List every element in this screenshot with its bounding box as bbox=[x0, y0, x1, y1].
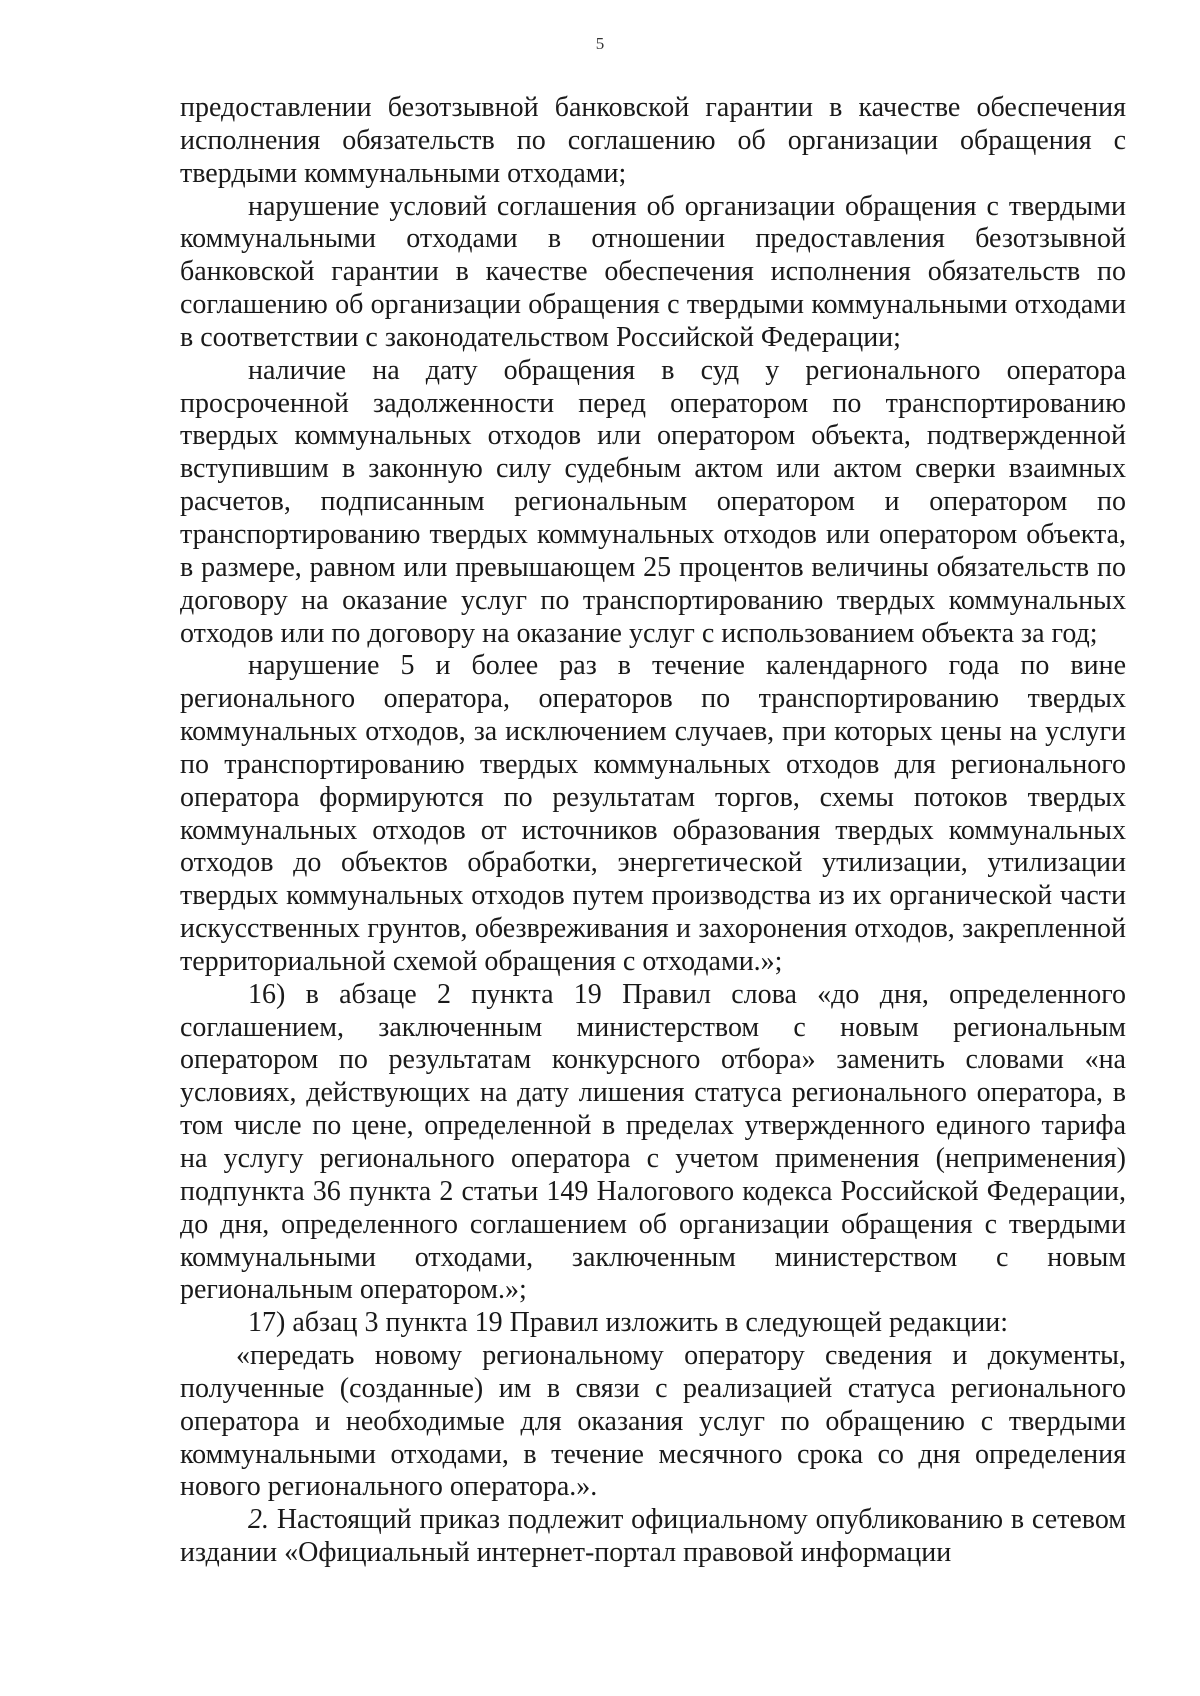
item-2-text: Настоящий приказ подлежит официальному опубликованию в сетевом издании «Официальный интернет-портал правовой информации bbox=[180, 1504, 1127, 1569]
paragraph-item-17: 17) абзац 3 пункта 19 Правил изложить в следующей редакции: bbox=[248, 1307, 1009, 1339]
paragraph-quoted-text: «передать новому региональному оператору сведения и документы, полученные (созданные) им в связи с реализацией статуса регионального оператора и необходимые для оказания услуг по обращению с твердыми коммунальными отходами, в течение месячного срока со дня определения нового регионального оператора.». bbox=[180, 1340, 1126, 1503]
item-2-number: 2. bbox=[248, 1504, 269, 1536]
paragraph-violation-five-times: нарушение 5 и более раз в течение календарного года по вине регионального оператора, операторов по транспортированию твердых коммунальных отходов, за исключением случаев, при которых цены на услуги по транспортированию твердых коммунальных отходов для регионального оператора формируются по результатам торгов, схемы потоков твердых коммунальных отходов от источников образования твердых коммунальных отходов до объектов обработки, энергетической утилизации, утилизации твердых коммунальных отходов путем производства из их органической части искусственных грунтов, обезвреживания и захоронения отходов, закрепленной территориальной схемой обращения с отходами.»; bbox=[180, 650, 1126, 977]
document-body bbox=[180, 92, 1126, 1570]
paragraph-overdue-debt: наличие на дату обращения в суд у регионального оператора просроченной задолженности перед оператором по транспортированию твердых коммунальных отходов или оператором объекта, подтвержденной вступившим в законную силу судебным актом или актом сверки взаимных расчетов, подписанным региональным оператором и оператором по транспортированию твердых коммунальных отходов или оператором объекта, в размере, равном или превышающем 25 процентов величины обязательств по договору на оказание услуг по транспортированию твердых коммунальных отходов или по договору на оказание услуг с использованием объекта за год; bbox=[180, 354, 1126, 649]
paragraph-item-16: 16) в абзаце 2 пункта 19 Правил слова «до дня, определенного соглашением, заключенным министерством с новым региональным оператором по результатам конкурсного отбора» заменить словами «на условиях, действующих на дату лишения статуса регионального оператора, в том числе по цене, определенной в пределах утвержденного единого тарифа на услугу регионального оператора с учетом применения (неприменения) подпункта 36 пункта 2 статьи 149 Налогового кодекса Российской Федерации, до дня, определенного соглашением об организации обращения с твердыми коммунальными отходами, заключенным министерством с новым региональным оператором.»; bbox=[180, 978, 1126, 1306]
page-number: 5 bbox=[595, 34, 605, 53]
paragraph-violation-conditions: нарушение условий соглашения об организации обращения с твердыми коммунальными отходами в отношении предоставления безотзывной банковской гарантии в качестве обеспечения исполнения обязательств по соглашению об организации обращения с твердыми коммунальными отходами в соответствии с законодательством Российской Федерации; bbox=[180, 190, 1126, 353]
paragraph-item-2 bbox=[180, 1504, 1126, 1570]
paragraph-continuation: предоставлении безотзывной банковской гарантии в качестве обеспечения исполнения обязательств по соглашению об организации обращения с твердыми коммунальными отходами; bbox=[180, 92, 1126, 189]
